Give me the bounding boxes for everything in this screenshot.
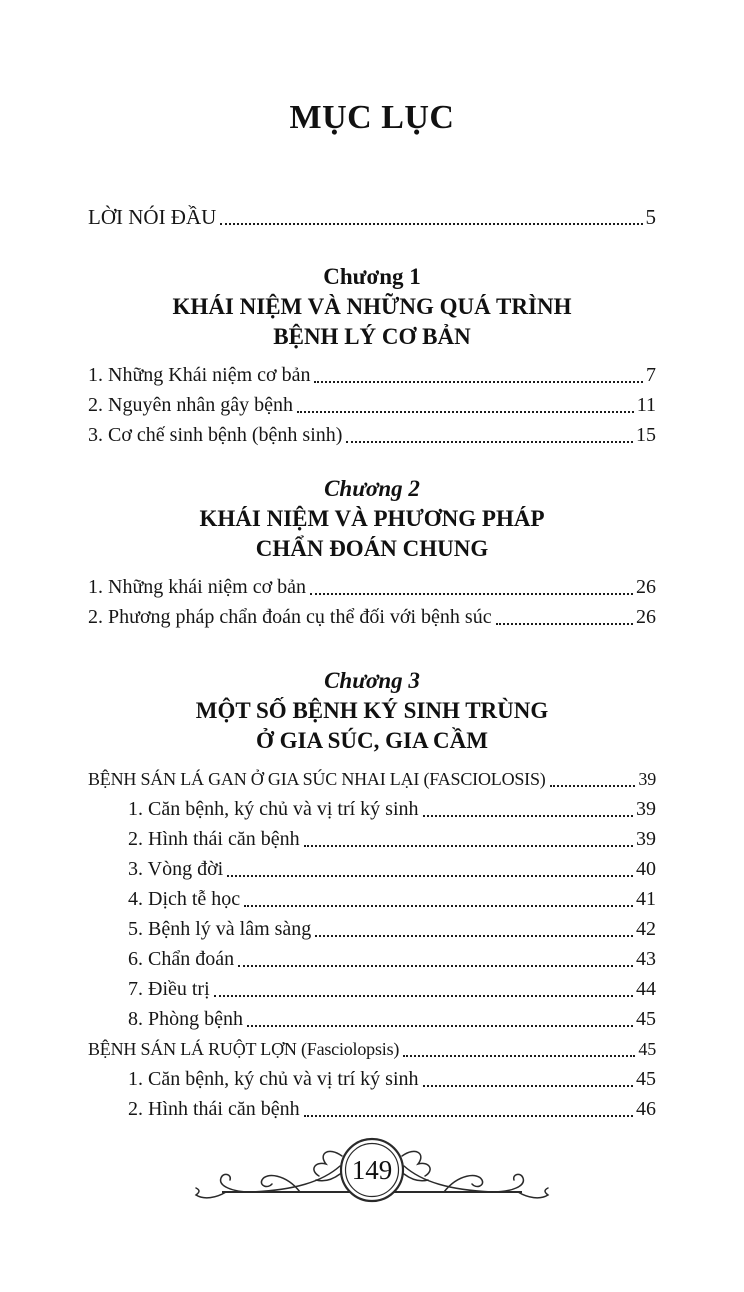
chapter-title-line: CHẨN ĐOÁN CHUNG [255, 536, 489, 561]
toc-entry-label: 3. Cơ chế sinh bệnh (bệnh sinh) [88, 424, 343, 446]
toc-entry-page: 44 [636, 978, 656, 1000]
toc-entry [88, 360, 656, 390]
toc-entry-label: BỆNH SÁN LÁ GAN Ở GIA SÚC NHAI LẠI (FASCIOLOSIS) [88, 769, 546, 789]
dot-leader [238, 965, 633, 967]
toc-entry-label: 1. Những khái niệm cơ bản [88, 576, 307, 598]
toc-entry-label: 1. Căn bệnh, ký chủ và vị trí ký sinh [128, 798, 419, 820]
toc-entry [88, 1004, 656, 1034]
toc-entry [88, 914, 656, 944]
toc-entry [88, 854, 656, 884]
toc-entry-label: 3. Vòng đời [128, 858, 224, 880]
chapter-title-line: Ở GIA SÚC, GIA CẦM [256, 728, 488, 753]
dot-leader [220, 223, 642, 225]
chapter-title-line: BỆNH LÝ CƠ BẢN [273, 324, 471, 349]
toc-entry-page: 26 [636, 606, 656, 628]
toc-entry-label: 7. Điều trị [128, 978, 210, 1000]
toc-entry-page: 40 [636, 858, 656, 880]
toc-entry-page: 7 [646, 364, 656, 386]
toc-entry-disease-section [88, 764, 656, 794]
toc-entry-label: 1. Căn bệnh, ký chủ và vị trí ký sinh [128, 1068, 419, 1090]
chapter-kicker: Chương 1 [323, 264, 421, 289]
chapter-2-section [88, 474, 656, 632]
toc-entry-label: 6. Chẩn đoán [128, 948, 235, 970]
dot-leader [423, 1085, 633, 1087]
toc-entry-label: 8. Phòng bệnh [128, 1008, 243, 1030]
toc-entry-label: 4. Dịch tễ học [128, 888, 241, 910]
toc-entry-page: 45 [636, 1008, 656, 1030]
toc-entry-page: 45 [638, 1039, 656, 1059]
toc-entry-page: 11 [636, 394, 656, 416]
toc-entry [88, 974, 656, 1004]
dot-leader [310, 593, 633, 595]
toc-entry [88, 1094, 656, 1124]
toc-entry-label: 2. Hình thái căn bệnh [128, 1098, 300, 1120]
toc-entry-page: 46 [636, 1098, 656, 1120]
chapter-title-line: MỘT SỐ BỆNH KÝ SINH TRÙNG [195, 698, 549, 723]
dot-leader [297, 411, 634, 413]
dot-leader [423, 815, 633, 817]
dot-leader [496, 623, 633, 625]
toc-entry [88, 824, 656, 854]
toc-entry [88, 420, 656, 450]
dot-leader [227, 875, 633, 877]
dot-leader [314, 381, 643, 383]
chapter-title-line: KHÁI NIỆM VÀ PHƯƠNG PHÁP [199, 506, 545, 531]
dot-leader [550, 785, 636, 787]
toc-entry-label: 2. Nguyên nhân gây bệnh [88, 394, 293, 416]
dot-leader [304, 1115, 633, 1117]
toc-entry [88, 884, 656, 914]
chapter-title-line: KHÁI NIỆM VÀ NHỮNG QUÁ TRÌNH [172, 294, 572, 319]
toc-entry-page: 43 [636, 948, 656, 970]
toc-entry-label: 5. Bệnh lý và lâm sàng [128, 918, 312, 940]
chapter-1-section [88, 262, 656, 450]
toc-entry [88, 794, 656, 824]
toc-entry-label: BỆNH SÁN LÁ RUỘT LỢN (Fasciolopsis) [88, 1039, 400, 1059]
toc-entry-label: 2. Hình thái căn bệnh [128, 828, 300, 850]
toc-entry-page: 15 [636, 424, 656, 446]
toc-entry-page: 39 [636, 798, 656, 820]
page-number: 149 [351, 1155, 393, 1185]
toc-entry-page: 41 [636, 888, 656, 910]
toc-entry-page: 42 [636, 918, 656, 940]
dot-leader [244, 905, 633, 907]
toc-entry-page: 39 [638, 769, 656, 789]
dot-leader [214, 995, 633, 997]
chapter-kicker: Chương 3 [324, 668, 420, 693]
chapter-3-section [88, 666, 656, 1124]
chapter-kicker: Chương 2 [324, 476, 420, 501]
toc-entry [88, 944, 656, 974]
dot-leader [315, 935, 633, 937]
toc-entry-preface [88, 202, 656, 232]
dot-leader [346, 441, 633, 443]
toc-entry [88, 602, 656, 632]
toc-entry-page: 26 [636, 576, 656, 598]
dot-leader [247, 1025, 633, 1027]
dot-leader [403, 1055, 635, 1057]
dot-leader [304, 845, 633, 847]
toc-entry-label: 1. Những Khái niệm cơ bản [88, 364, 311, 386]
toc-entry-label: LỜI NÓI ĐẦU [88, 205, 217, 229]
toc-entry-label: 2. Phương pháp chẩn đoán cụ thể đối với bệnh súc [88, 606, 492, 628]
toc-entry-page: 5 [645, 205, 656, 229]
toc-entry-page: 45 [636, 1068, 656, 1090]
toc-entry-disease-section [88, 1034, 656, 1064]
page-title: MỤC LỤC [289, 99, 455, 136]
footer-ornament [182, 1130, 562, 1222]
toc-entry [88, 1064, 656, 1094]
toc-entry [88, 572, 656, 602]
footer-ornament-art [182, 1130, 562, 1222]
toc-entry-page: 39 [636, 828, 656, 850]
toc-entry [88, 390, 656, 420]
